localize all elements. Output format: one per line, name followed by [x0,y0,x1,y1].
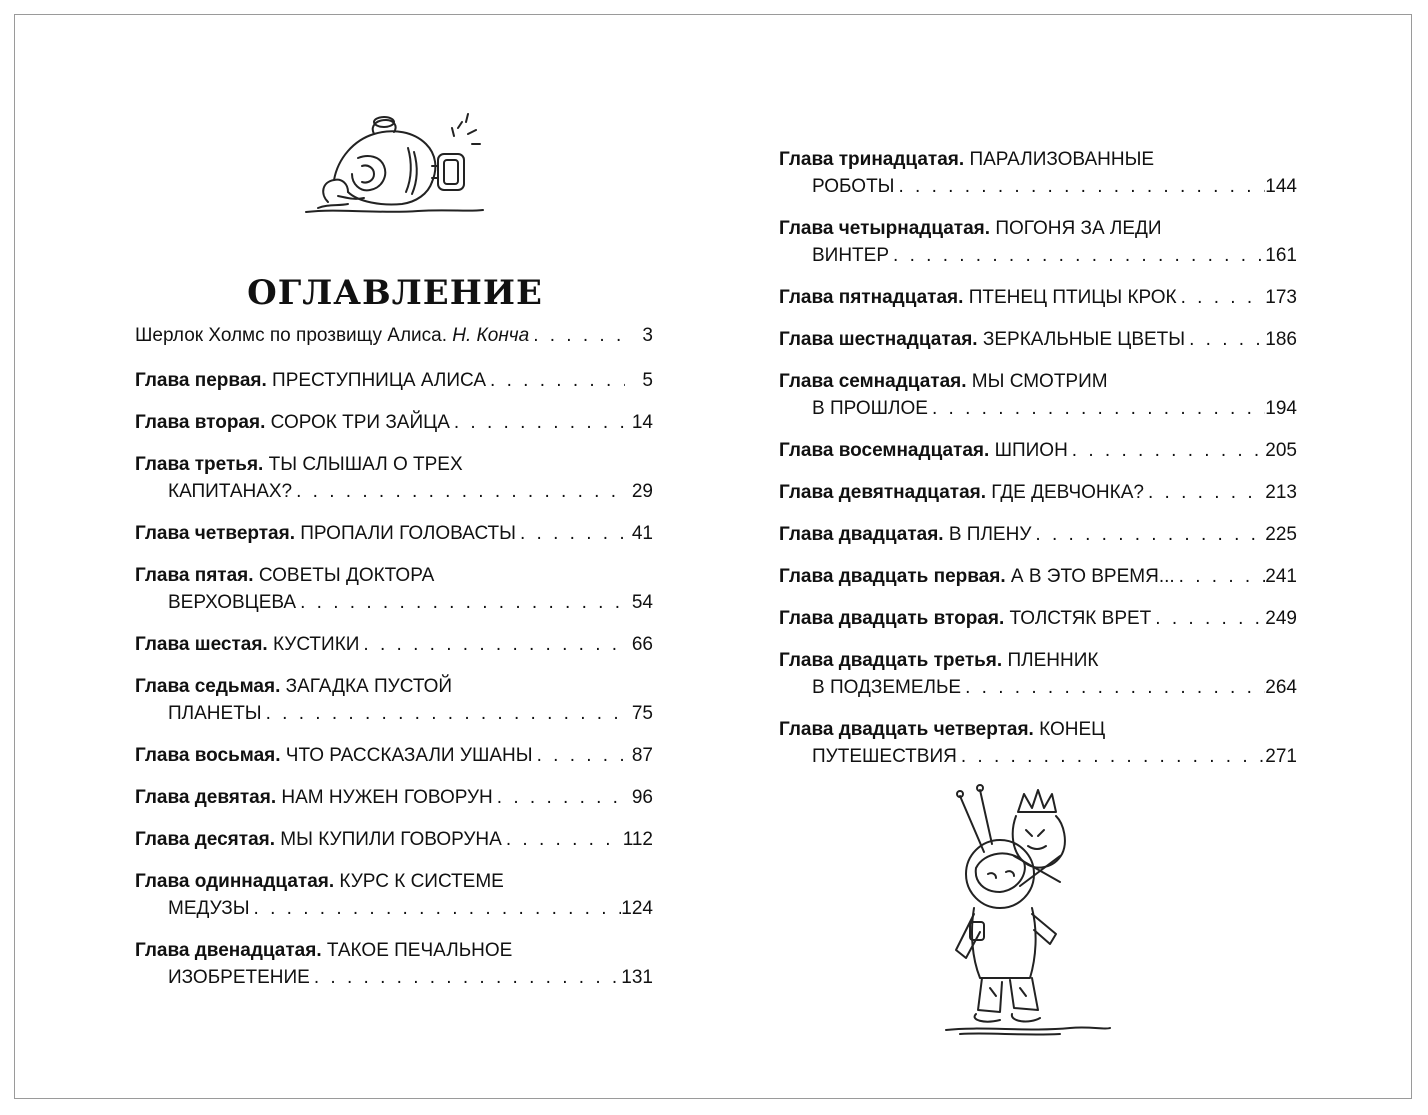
chapter-label: Глава четырнадцатая. [779,218,991,239]
chapter-title-continued: МЕДУЗЫ [168,898,250,919]
page-number: 41 [631,523,653,544]
page-number: 241 [1265,566,1297,587]
chapter-title: ЧТО РАССКАЗАЛИ УШАНЫ [285,745,533,766]
chapter-title-continued: ВЕРХОВЦЕВА [168,592,297,613]
page-number: 112 [622,829,653,850]
chapter-title: КУРС К СИСТЕМЕ [339,871,504,892]
dot-leader [250,895,622,922]
chapter-label: Глава двадцать четвертая. [779,719,1034,740]
toc-entry[interactable] [779,146,1297,200]
chapter-title: ЗЕРКАЛЬНЫЕ ЦВЕТЫ [982,329,1186,350]
dot-leader [450,409,625,436]
dot-leader [493,784,625,811]
chapter-label: Глава тринадцатая. [779,149,965,170]
page-number: 249 [1265,608,1297,629]
toc-entry[interactable] [779,563,1297,590]
chapter-title: ТЫ СЛЫШАЛ О ТРЕХ [268,454,463,475]
page-number: 96 [631,787,653,808]
dot-leader [1144,479,1265,506]
dot-leader [502,826,623,853]
dot-leader [889,242,1265,269]
chapter-title: КУСТИКИ [272,634,360,655]
chapter-title: ТАКОЕ ПЕЧАЛЬНОЕ [326,940,513,961]
dot-leader [262,700,625,727]
chapter-title: СОВЕТЫ ДОКТОРА [258,565,435,586]
page-number: 3 [642,325,653,346]
toc-entry[interactable] [135,784,653,811]
intro-title: Шерлок Холмс по прозвищу Алиса. [135,325,447,346]
dot-leader [1185,326,1265,353]
toc-entry[interactable] [779,284,1297,311]
page-number: 264 [1265,677,1297,698]
chapter-title-continued: ПУТЕШЕСТВИЯ [812,746,957,767]
dot-leader [1175,563,1266,590]
dot-leader [957,743,1265,770]
page-number: 5 [642,370,653,391]
page-number: 173 [1265,287,1297,308]
dot-leader [296,589,625,616]
toc-entry[interactable] [135,520,653,547]
dot-leader [529,322,625,349]
toc-entry-intro[interactable] [135,322,653,349]
chapter-label: Глава вторая. [135,412,266,433]
chapter-title-continued: ПЛАНЕТЫ [168,703,262,724]
toc-entry[interactable] [779,716,1297,770]
chapter-label: Глава семнадцатая. [779,371,967,392]
chapter-title-continued: ИЗОБРЕТЕНИЕ [168,967,310,988]
dot-leader [928,395,1265,422]
page-number: 54 [631,592,653,613]
page-number: 124 [621,898,653,919]
toc-entry[interactable] [135,742,653,769]
dot-leader [1151,605,1265,632]
chapter-label: Глава первая. [135,370,267,391]
dot-leader [310,964,621,991]
toc-entry[interactable] [779,521,1297,548]
chapter-label: Глава седьмая. [135,676,281,697]
dot-leader [359,631,625,658]
chapter-title-continued: КАПИТАНАХ? [168,481,293,502]
chapter-label: Глава четвертая. [135,523,295,544]
chapter-label: Глава девятая. [135,787,277,808]
chapter-title: НАМ НУЖЕН ГОВОРУН [281,787,493,808]
dot-leader [533,742,625,769]
chapter-title: МЫ СМОТРИМ [971,371,1108,392]
page-number: 271 [1265,746,1297,767]
page-number: 29 [631,481,653,502]
page-number: 14 [631,412,653,433]
astronaut-illustration [940,782,1115,1042]
chapter-title: ТОЛСТЯК ВРЕТ [1009,608,1152,629]
dot-leader [1031,521,1265,548]
page-number: 225 [1265,524,1297,545]
page-number: 161 [1265,245,1297,266]
dot-leader [895,173,1266,200]
chapter-title: А В ЭТО ВРЕМЯ... [1010,566,1175,587]
toc-entry[interactable] [135,409,653,436]
chapter-title: КОНЕЦ [1039,719,1106,740]
chapter-title: ПТЕНЕЦ ПТИЦЫ КРОК [968,287,1177,308]
toc-entry[interactable] [779,479,1297,506]
chapter-label: Глава десятая. [135,829,276,850]
chapter-label: Глава пятая. [135,565,254,586]
chapter-label: Глава двадцать первая. [779,566,1006,587]
dot-leader [961,674,1265,701]
page-number: 213 [1265,482,1297,503]
page-number: 186 [1265,329,1297,350]
dot-leader [516,520,625,547]
toc-entry[interactable] [135,826,653,853]
page-number: 131 [621,967,653,988]
toc-entry[interactable] [135,673,653,727]
toc-entry[interactable] [779,437,1297,464]
chapter-title: ПОГОНЯ ЗА ЛЕДИ [995,218,1162,239]
chapter-label: Глава двадцать вторая. [779,608,1005,629]
toc-entry[interactable] [135,562,653,616]
toc-entry[interactable] [779,368,1297,422]
toc-left-column [135,322,653,1006]
toc-entry[interactable] [135,451,653,505]
chapter-label: Глава одиннадцатая. [135,871,335,892]
page-number: 66 [631,634,653,655]
chapter-label: Глава двенадцатая. [135,940,322,961]
robot-helmet-illustration [298,108,493,218]
page-number: 194 [1265,398,1297,419]
page-number: 87 [631,745,653,766]
chapter-title: МЫ КУПИЛИ ГОВОРУНА [280,829,502,850]
toc-entry[interactable] [779,215,1297,269]
dot-leader [292,478,625,505]
chapter-label: Глава двадцать третья. [779,650,1003,671]
chapter-label: Глава пятнадцатая. [779,287,964,308]
intro-author: Н. Конча [452,325,530,346]
page-number: 75 [631,703,653,724]
toc-entry[interactable] [135,631,653,658]
toc-heading: ОГЛАВЛЕНИЕ [247,272,543,313]
toc-entry[interactable] [135,868,653,922]
chapter-label: Глава восьмая. [135,745,281,766]
chapter-title-continued: В ПОДЗЕМЕЛЬЕ [812,677,962,698]
chapter-title: ПЛЕННИК [1007,650,1099,671]
chapter-title-continued: РОБОТЫ [812,176,895,197]
toc-entry[interactable] [779,326,1297,353]
chapter-title: СОРОК ТРИ ЗАЙЦА [270,412,450,433]
chapter-title: ПРЕСТУПНИЦА АЛИСА [272,370,487,391]
chapter-title-continued: В ПРОШЛОЕ [812,398,928,419]
chapter-title: ПАРАЛИЗОВАННЫЕ [969,149,1155,170]
chapter-label: Глава шестнадцатая. [779,329,978,350]
chapter-title: В ПЛЕНУ [948,524,1032,545]
chapter-title: ГДЕ ДЕВЧОНКА? [991,482,1144,503]
chapter-title: ШПИОН [994,440,1068,461]
dot-leader [1177,284,1266,311]
dot-leader [486,367,625,394]
toc-entry[interactable] [779,605,1297,632]
chapter-title-continued: ВИНТЕР [812,245,890,266]
chapter-title: ЗАГАДКА ПУСТОЙ [285,676,453,697]
chapter-label: Глава двадцатая. [779,524,944,545]
toc-entry[interactable] [135,367,653,394]
page-number: 144 [1265,176,1297,197]
page-number: 205 [1265,440,1297,461]
dot-leader [1068,437,1266,464]
chapter-label: Глава восемнадцатая. [779,440,990,461]
chapter-label: Глава шестая. [135,634,268,655]
chapter-label: Глава девятнадцатая. [779,482,987,503]
chapter-label: Глава третья. [135,454,264,475]
toc-entry[interactable] [135,937,653,991]
toc-entry[interactable] [779,647,1297,701]
chapter-title: ПРОПАЛИ ГОЛОВАСТЫ [300,523,516,544]
toc-right-column [779,146,1297,785]
